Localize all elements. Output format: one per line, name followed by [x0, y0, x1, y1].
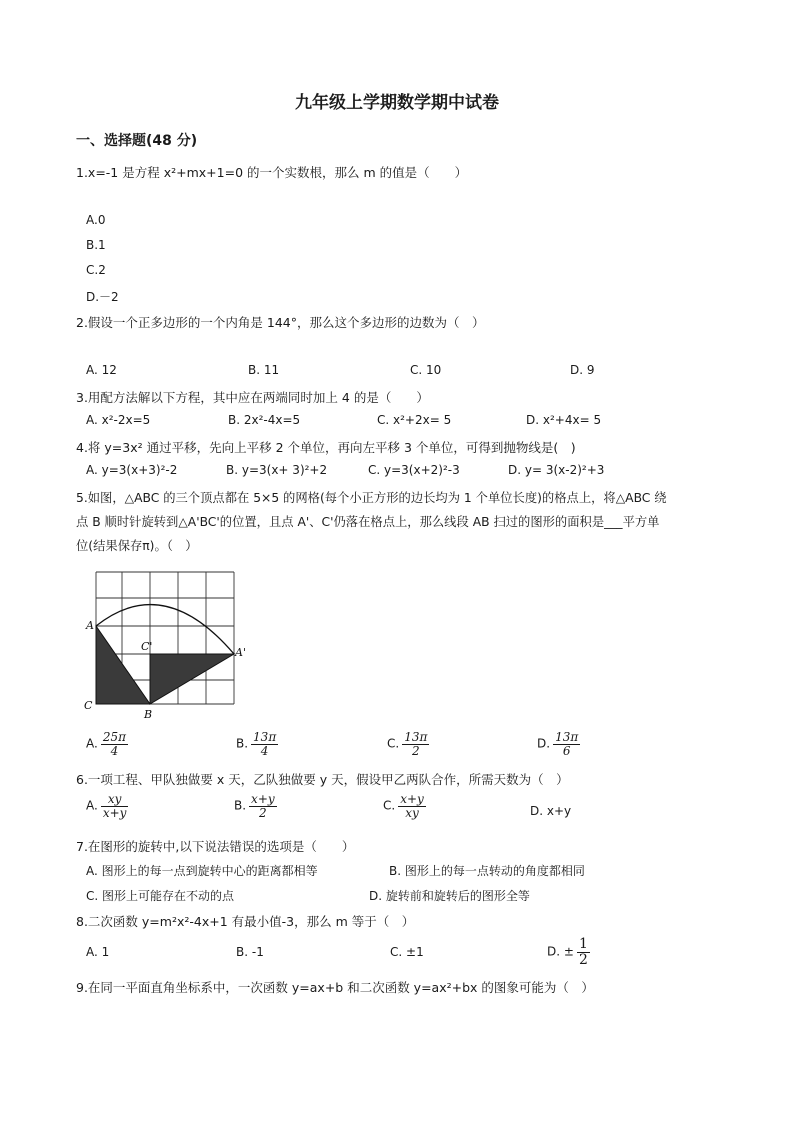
q6-option-a: A. $\frac{xy}{x+y}$	[86, 792, 127, 820]
q2-option-b: B. 11	[248, 363, 280, 377]
figure-label-c-prime: C'	[141, 640, 153, 653]
q3-option-d: D. x²+4x= 5	[526, 413, 602, 427]
question-5-line-1: 5.如图，△ABC 的三个顶点都在 5×5 的网格(每个小正方形的边长均为 1 个单位长度)的格点上，将△ABC 绕	[76, 491, 667, 505]
figure-label-a: A	[86, 619, 94, 632]
question-5-line-2: 点 B 顺时针旋转到△A'BC'的位置，且点 A'、C'仍落在格点上，那么线段 AB 扫过的图形的面积是___平方单	[76, 515, 660, 529]
grid-rotation-figure	[84, 566, 244, 726]
question-9: 9.在同一平面直角坐标系中，一次函数 y=ax+b 和二次函数 y=ax²+bx 的图象可能为（ ）	[76, 980, 594, 995]
q7-option-a: A. 图形上的每一点到旋转中心的距离都相等	[86, 864, 318, 878]
q5-option-b: B. $\frac{13\pi}{4}$	[236, 730, 277, 758]
question-4: 4.将 y=3x² 通过平移，先向上平移 2 个单位，再向左平移 3 个单位，可得到抛物线是( )	[76, 440, 576, 455]
question-3: 3.用配方法解以下方程，其中应在两端同时加上 4 的是（ ）	[76, 390, 429, 405]
q2-option-d: D. 9	[570, 363, 595, 377]
q7-option-b: B. 图形上的每一点转动的角度都相同	[389, 864, 585, 878]
q3-option-b: B. 2x²-4x=5	[228, 413, 301, 427]
q6-option-c: C. $\frac{x+y}{xy}$	[383, 792, 424, 820]
question-8: 8.二次函数 y=m²x²-4x+1 有最小值-3，那么 m 等于（ ）	[76, 914, 415, 929]
q8-option-a: A. 1	[86, 945, 110, 959]
q4-option-d: D. y= 3(x-2)²+3	[508, 463, 605, 477]
q5-option-a: A. $\frac{25\pi}{4}$	[86, 730, 126, 758]
q8-option-c: C. ±1	[390, 945, 424, 959]
q2-option-c: C. 10	[410, 363, 442, 377]
q6-option-d: D. x+y	[530, 804, 572, 818]
q4-option-b: B. y=3(x+ 3)²+2	[226, 463, 328, 477]
q8-option-d: D. ± $\frac{1}{2}$	[547, 936, 588, 968]
q1-option-a: A.0	[86, 213, 106, 227]
q5-option-d: D. $\frac{13\pi}{6}$	[537, 730, 579, 758]
q3-option-c: C. x²+2x= 5	[377, 413, 452, 427]
q3-option-a: A. x²-2x=5	[86, 413, 151, 427]
question-2: 2.假设一个正多边形的一个内角是 144°，那么这个多边形的边数为（ ）	[76, 315, 485, 330]
figure-label-b: B	[144, 708, 153, 721]
question-7: 7.在图形的旋转中,以下说法错误的选项是（ ）	[76, 839, 355, 854]
question-6: 6.一项工程、甲队独做要 x 天，乙队独做要 y 天，假设甲乙两队合作，所需天数为（ ）	[76, 772, 569, 787]
q5-option-c: C. $\frac{13\pi}{2}$	[387, 730, 428, 758]
figure-label-a-prime: A'	[235, 646, 246, 659]
q4-option-a: A. y=3(x+3)²-2	[86, 463, 178, 477]
figure-label-c: C	[84, 699, 93, 712]
page-title: 九年级上学期数学期中试卷	[295, 93, 499, 113]
q1-option-c: C.2	[86, 263, 106, 277]
q1-option-b: B.1	[86, 238, 106, 252]
q7-option-c: C. 图形上可能存在不动的点	[86, 889, 235, 903]
q8-option-b: B. -1	[236, 945, 264, 959]
q6-option-b: B. $\frac{x+y}{2}$	[234, 792, 275, 820]
q2-option-a: A. 12	[86, 363, 117, 377]
q1-option-d: D.－2	[86, 290, 119, 304]
q4-option-c: C. y=3(x+2)²-3	[368, 463, 460, 477]
q7-option-d: D. 旋转前和旋转后的图形全等	[369, 889, 530, 903]
question-1: 1.x=-1 是方程 x²+mx+1=0 的一个实数根，那么 m 的值是（ ）	[76, 165, 468, 180]
question-5-line-3: 位(结果保存π)。（ ）	[76, 539, 198, 553]
section-heading: 一、选择题(48 分)	[76, 133, 198, 149]
